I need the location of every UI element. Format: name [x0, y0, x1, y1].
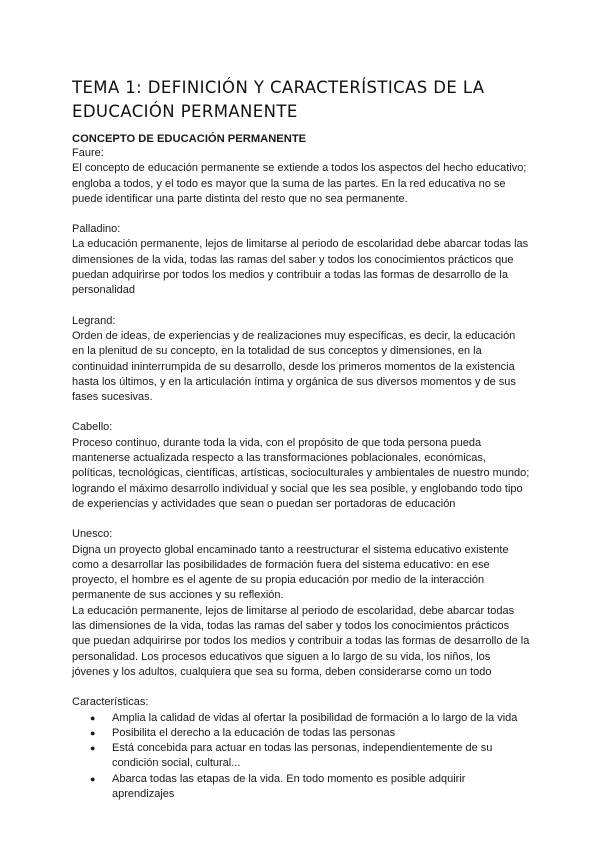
document-title — [72, 76, 530, 124]
definition-text: Orden de ideas, de experiencias y de realizaciones muy específicas, es decir, la educación en la plenitud de su concepto, en la totalidad de sus conceptos y dimensiones, en la continuidad ininterrumpida de su desarrollo, desde los primeros momentos de la existencia hasta los últimos, y en la articulación íntima y orgánica de sus diversos momentos y de sus fases sucesivas. — [72, 329, 516, 404]
definition-unesco — [72, 527, 530, 680]
list-item — [90, 741, 530, 772]
definition-text: La educación permanente, lejos de limitarse al periodo de escolaridad, debe abarcar todas las dimensiones de la vida, todas las ramas del saber y todos los conocimientos prácticos que puedan adquirirse por todos los medios y contribuir a todas las formas de desarrollo de la personalidad. Los procesos educativos que siguen a lo largo de su vida, los niños, los jóvenes y los adultos, cualquiera que sea su forma, deben considerarse como un todo — [72, 604, 530, 678]
bullet-icon: ● — [90, 712, 96, 723]
definition-faure — [72, 146, 530, 207]
list-item-text: Posibilita el derecho a la educación de todas las personas — [112, 726, 396, 739]
author-label: Unesco: — [72, 528, 113, 541]
spacer — [72, 207, 530, 222]
list-item-text: Está concebida para actuar en todas las personas, independientemente de su condición social, cultural... — [112, 742, 493, 770]
characteristics-list — [72, 711, 530, 803]
bullet-icon: ● — [90, 743, 96, 754]
definition-text: El concepto de educación permanente se extiende a todos los aspectos del hecho educativo; engloba a todos, y el todo es mayor que la suma de las partes. En la red educativa no se puede identificar una parte distinta del resto que no sea permanente. — [72, 162, 527, 205]
list-item-text: Abarca todas las etapas de la vida. En todo momento es posible adquirir aprendizajes — [112, 772, 466, 800]
list-item — [90, 772, 530, 803]
characteristics-heading: Características: — [72, 696, 149, 709]
bullet-icon: ● — [90, 727, 96, 738]
spacer — [72, 405, 530, 420]
definition-text: Digna un proyecto global encaminado tanto a reestructurar el sistema educativo existente como a desarrollar las posibilidades de formación fuera del sistema educativo: en ese proyecto, el hombre es el agente de su propia educación por medio de la interacción permanente de sus acciones y su reflexión. — [72, 543, 509, 602]
section-heading: CONCEPTO DE EDUCACIÓN PERMANENTE — [72, 133, 307, 145]
definition-text: Proceso continuo, durante toda la vida, con el propósito de que toda persona pueda mantenerse actualizada respecto a las transformaciones poblacionales, económicas, políticas, tecnológicas, científicas, artísticas, socioculturales y ambientales de nuestro mundo; logrando el máximo desarrollo individual y social que les sea posible, y englobando todo tipo de experiencias y actividades que sean o puedan ser portadoras de educación — [72, 436, 530, 510]
characteristics-section — [72, 695, 530, 802]
bullet-icon: ● — [90, 773, 96, 784]
spacer — [72, 512, 530, 527]
list-item-text: Amplia la calidad de vidas al ofertar la posibilidad de formación a lo largo de la vida — [112, 711, 518, 724]
spacer — [72, 299, 530, 314]
definition-legrand — [72, 314, 530, 406]
author-label: Legrand: — [72, 314, 116, 327]
definition-cabello — [72, 420, 530, 512]
title-line-2: EDUCACIÓN PERMANENTE — [72, 102, 298, 121]
title-line-1: TEMA 1: DEFINICIÓN Y CARACTERÍSTICAS DE LA — [72, 78, 485, 97]
author-label: Cabello: — [72, 421, 113, 434]
list-item — [90, 711, 530, 726]
definition-palladino — [72, 222, 530, 298]
list-item — [90, 726, 530, 741]
definition-text: La educación permanente, lejos de limitarse al periodo de escolaridad debe abarcar todas las dimensiones de la vida, todas las ramas del saber y todos los conocimientos prácticos que puedan adquirirse por todos los medios y contribuir a todas las formas de desarrollo de la personalidad — [72, 238, 529, 297]
author-label: Faure: — [72, 147, 104, 159]
spacer — [72, 680, 530, 695]
author-label: Palladino: — [72, 223, 121, 236]
